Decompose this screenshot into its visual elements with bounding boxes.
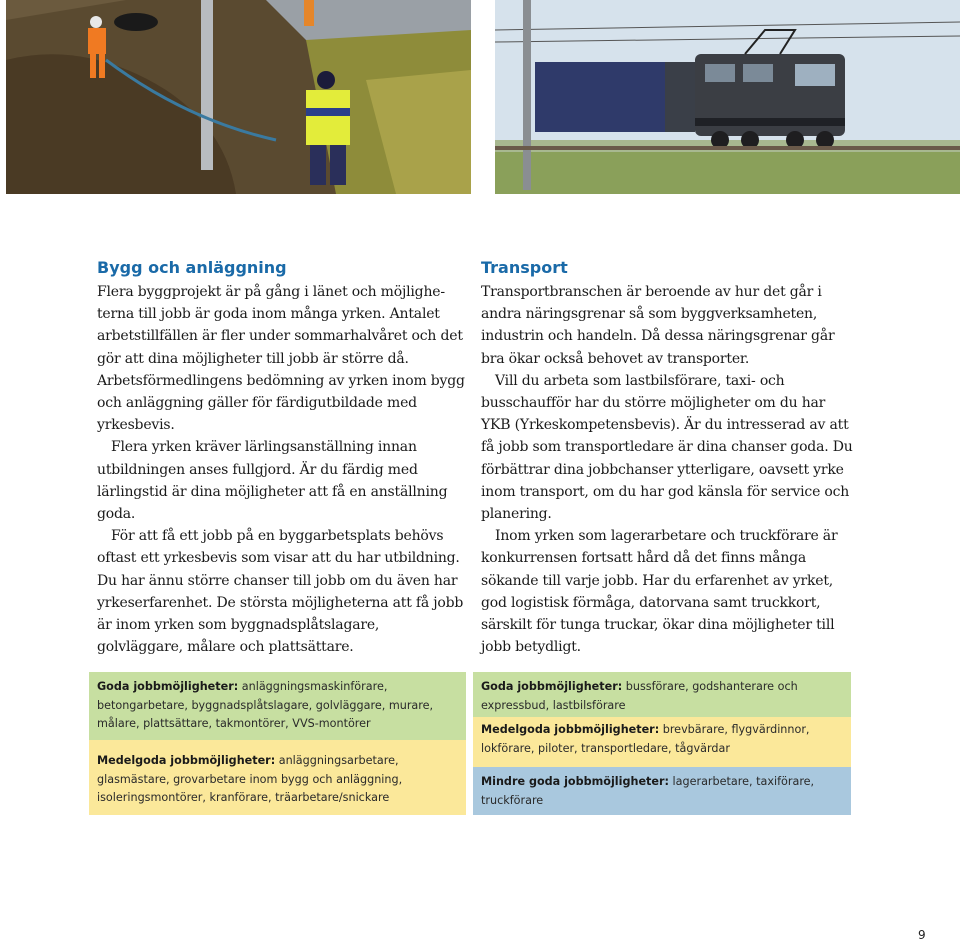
medium-opportunities-box <box>473 717 851 767</box>
good-opportunities-box <box>89 672 466 740</box>
page-number: 9 <box>918 928 926 942</box>
medium-opportunities-box <box>89 740 466 815</box>
box-label: Goda jobbmöjligheter: <box>97 680 239 693</box>
section-heading: Transport <box>481 258 568 277</box>
box-text: bussförare, godshanterare och expressbud, lastbilsförare <box>481 680 798 712</box>
train-photo <box>495 0 960 194</box>
box-text: brevbärare, flygvärdinnor, lokförare, piloter, transportledare, tågvärdar <box>481 723 810 755</box>
transport-section <box>481 258 853 658</box>
paragraph: Inom yrken som lagerarbetare och truckförare är konkurrensen fortsatt hård då det finns många sökande till varje jobb. Har du erfarenhet av yrket, god logistisk förmåga, datorvana samt truckkort, särskilt för tunga truckar, ökar dina möjligheter till jobb betydligt. <box>481 528 838 656</box>
construction-photo <box>6 0 471 194</box>
box-label: Goda jobbmöjligheter: <box>481 680 623 693</box>
paragraph: För att få ett jobb på en byggarbetsplats behövs oftast ett yrkesbevis som visar att du har utbildning. Du har ännu större chanser till jobb om du även har yrkeserfarenhet. De största möjligheterna att få jobb är inom yrken som byggnadsplåtslagare, golvläggare, målare och plattsättare. <box>97 528 464 656</box>
paragraph: Vill du arbeta som lastbilsförare, taxi- och busschaufför har du större möjligheter om du har YKB (Yrkeskompetensbevis). Är du intresserad av att få jobb som transportledare är dina chanser goda. Du förbättrar dina jobbchanser ytterligare, oavsett yrke inom transport, om du har god känsla för service och planering. <box>481 372 853 523</box>
less-opportunities-box <box>473 767 851 815</box>
box-label: Medelgoda jobbmöjligheter: <box>97 754 276 767</box>
section-heading: Bygg och anläggning <box>97 258 287 277</box>
box-text: anläggningsmaskinförare, betongarbetare, byggnadsplåtslagare, golvläggare, murare, målare, plattsättare, takmontörer, VVS-montörer <box>97 680 434 730</box>
box-text: lagerarbetare, taxiförare, truckförare <box>481 775 815 807</box>
good-opportunities-box <box>473 672 851 717</box>
box-label: Medelgoda jobbmöjligheter: <box>481 723 660 736</box>
box-label: Mindre goda jobbmöjligheter: <box>481 775 669 788</box>
paragraph: Flera yrken kräver lärlingsanställning innan utbildningen anses fullgjord. Är du färdig med lärlingstid är dina möjligheter att få en anställning goda. <box>97 439 448 523</box>
construction-section <box>97 258 469 658</box>
box-text: anläggningsarbetare, glasmästare, grovarbetare inom bygg och anläggning, isoleringsmontörer, kranförare, träarbetare/snickare <box>97 754 403 804</box>
paragraph: Transportbranschen är beroende av hur det går i andra näringsgrenar så som byggverksamheten, industrin och handeln. Då dessa näringsgrenar går bra ökar också behovet av transporter. <box>481 284 835 367</box>
paragraph: Flera byggprojekt är på gång i länet och möjligheterna till jobb är goda inom många yrken. Antalet arbetstillfällen är fler under sommarhalvåret och det gör att dina möjligheter till jobb är större då. Arbetsförmedlingens bedömning av yrken inom bygg och anläggning gäller för färdigutbildade med yrkesbevis. <box>97 284 465 434</box>
